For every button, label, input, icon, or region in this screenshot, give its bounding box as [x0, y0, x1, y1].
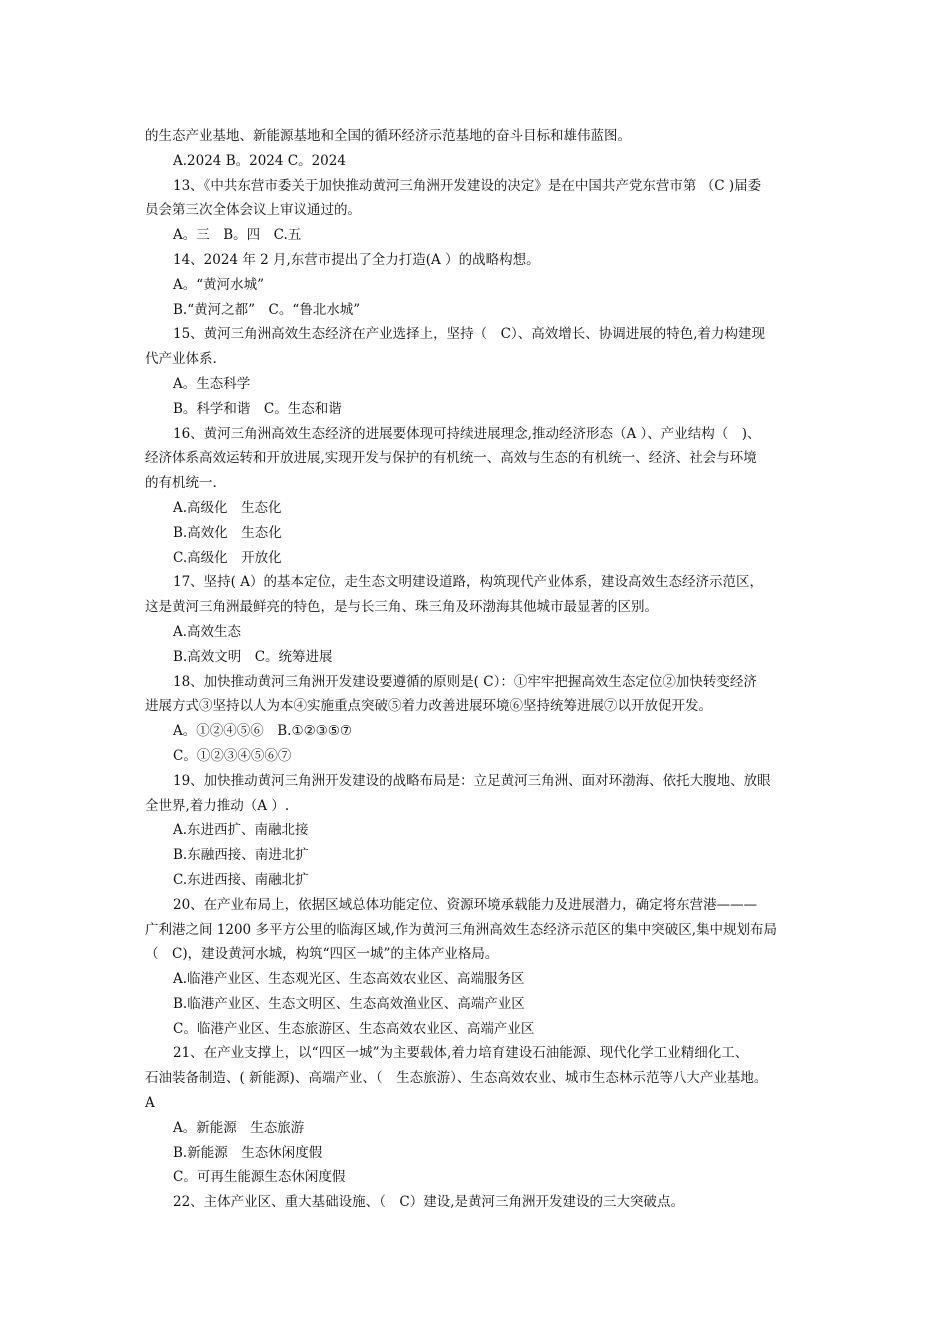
text-line: B.高效化 生态化: [173, 524, 282, 541]
text-line: A.高级化 生态化: [173, 499, 282, 516]
document-body: [145, 124, 815, 1215]
text-line: B.临港产业区、生态文明区、生态高效渔业区、高端产业区: [173, 995, 525, 1012]
text-line: 这是黄河三角洲最鲜亮的特色，是与长三角、珠三角及环渤海其他城市最显著的区别。: [145, 599, 658, 616]
text-line: C.高级化 开放化: [173, 549, 282, 566]
text-line: 全世界,着力推动（A ）.: [145, 797, 290, 814]
text-line: 的生态产业基地、新能源基地和全国的循环经济示范基地的奋斗目标和雄伟蓝图。: [145, 128, 631, 144]
text-line: A。“黄河水城”: [173, 276, 265, 293]
text-line: 代产业体系.: [145, 351, 217, 368]
text-line: C。可再生能源生态休闲度假: [173, 1169, 346, 1186]
text-line: A。三 B。四 C.五: [173, 227, 302, 244]
text-line: A.临港产业区、生态观光区、生态高效农业区、高端服务区: [173, 971, 525, 988]
text-line: C。①②③④⑤⑥⑦: [173, 747, 292, 764]
text-line: 19、加快推动黄河三角洲开发建设的战略布局是：立足黄河三角洲、面对环渤海、依托大腹地、放眼: [173, 772, 771, 789]
text-line: C.东进西接、南融北扩: [173, 871, 309, 888]
text-line: B.高效文明 C。统筹进展: [173, 648, 333, 665]
text-line: 17、坚持( A）的基本定位，走生态文明建设道路，构筑现代产业体系，建设高效生态经济示范区，: [173, 574, 763, 591]
text-line: A.东进西扩、南融北接: [173, 822, 309, 839]
text-line: 22、主体产业区、重大基础设施、（ C）建设,是黄河三角洲开发建设的三大突破点。: [173, 1194, 685, 1211]
text-line: 石油装备制造、( 新能源)、高端产业、（ 生态旅游）、生态高效农业、城市生态林示范等八大产业基地。: [145, 1070, 768, 1087]
text-line: 21、在产业支撑上，以“四区一城”为主要载体,着力培育建设石油能源、现代化学工业精细化工、: [173, 1045, 749, 1062]
text-line: 20、在产业布局上，依据区域总体功能定位、资源环境承载能力及进展潜力，确定将东营港———: [173, 896, 758, 913]
text-line: 进展方式③坚持以人为本④实施重点突破⑤着力改善进展环境⑥坚持统筹进展⑦以开放促开发。: [145, 698, 712, 715]
text-line: 的有机统一.: [145, 475, 217, 492]
text-line: 广利港之间 1200 多平方公里的临海区域,作为黄河三角洲高效生态经济示范区的集中突破区,集中规划布局: [145, 921, 778, 938]
text-line: 员会第三次全体会议上审议通过的。: [145, 202, 361, 219]
text-line: B.“黄河之都” C。“鲁北水城”: [173, 301, 361, 318]
text-line: 18、加快推动黄河三角洲开发建设要遵循的原则是( C）：①牢牢把握高效生态定位②加快转变经济: [173, 673, 757, 690]
text-line: A。新能源 生态旅游: [173, 1119, 305, 1136]
text-line: 14、2024 年 2 月,东营市提出了全力打造(A ）的战略构想。: [173, 251, 540, 268]
text-line: 15、黄河三角洲高效生态经济在产业选择上，坚持（ C）、高效增长、协调进展的特色,着力构建现: [173, 326, 766, 343]
text-line: 16、黄河三角洲高效生态经济的进展要体现可持续进展理念,推动经济形态（A ）、产业结构（ )、: [173, 425, 761, 442]
text-line: A.2024 B。2024 C。2024: [173, 152, 346, 169]
text-line: 13、《中共东营市委关于加快推动黄河三角洲开发建设的决定》是在中国共产党东营市第 （C )届委: [173, 177, 762, 194]
text-line: C。临港产业区、生态旅游区、生态高效农业区、高端产业区: [173, 1020, 535, 1037]
text-line: A。生态科学: [173, 375, 251, 392]
text-line: A.高效生态: [173, 623, 242, 640]
text-line: （ C)，建设黄河水城，构筑“四区一城”的主体产业格局。: [145, 946, 499, 963]
text-line: B。科学和谐 C。生态和谐: [173, 400, 342, 417]
text-line: 经济体系高效运转和开放进展,实现开发与保护的有机统一、高效与生态的有机统一、经济、社会与环境: [145, 450, 757, 467]
text-line: B.新能源 生态休闲度假: [173, 1144, 323, 1161]
text-line: A。①②④⑤⑥ B.①②③⑤⑦: [173, 723, 352, 740]
text-line: B.东融西接、南进北扩: [173, 847, 309, 864]
text-line: A: [145, 1095, 155, 1112]
